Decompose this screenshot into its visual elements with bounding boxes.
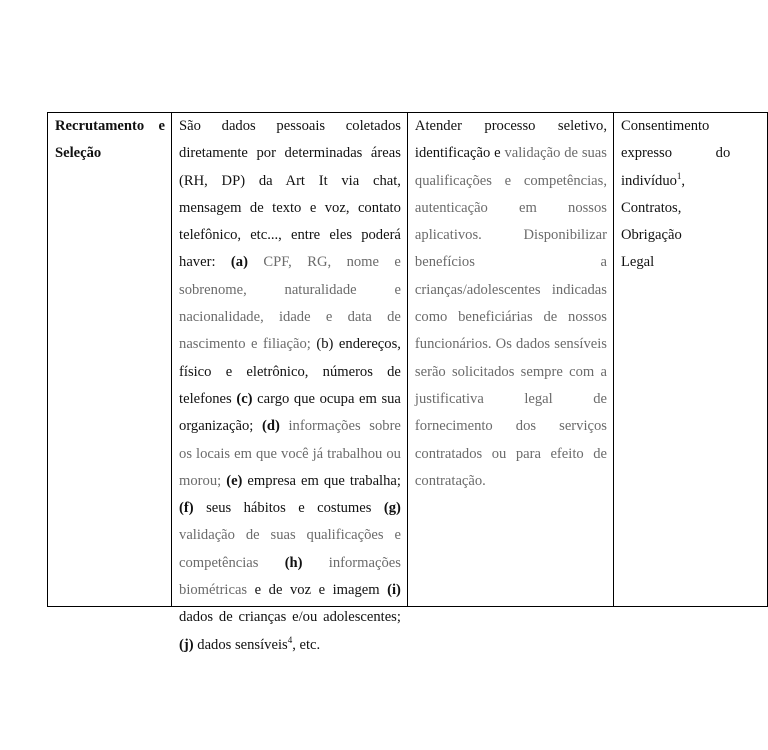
legal-basis-individual: indivíduo xyxy=(620,172,677,189)
item-j-text: dados sensíveis xyxy=(197,636,288,653)
purpose-text-1: Atender processo seletivo, identificação e xyxy=(414,118,607,162)
item-f-label: (f) xyxy=(179,500,194,517)
purpose-cell xyxy=(407,113,613,607)
intro-text: São dados pessoais coletados diretamente por determinadas áreas (RH, DP) da Art It via chat, mensagem de texto e voz, contato telefônico, etc..., entre eles poderá haver: xyxy=(179,118,401,271)
legal-basis-line-3 xyxy=(621,168,761,195)
item-d-label: (d) xyxy=(261,418,280,435)
item-g-label: (g) xyxy=(383,500,401,517)
item-c-text: cargo que ocupa em sua organização; xyxy=(179,390,401,435)
item-j-end: , etc. xyxy=(292,636,321,653)
category-line-2: Seleção xyxy=(55,145,102,162)
legal-basis-comma: , xyxy=(681,172,686,189)
legal-basis-text xyxy=(621,113,761,277)
item-h-text: informações biométricas xyxy=(179,554,401,599)
item-i-label: (i) xyxy=(387,582,401,599)
category-line-1: Recrutamento e xyxy=(55,118,166,134)
legal-basis-line-2: expresso do xyxy=(620,145,731,162)
legal-basis-line-4: Contratos, xyxy=(620,199,682,216)
data-collected-text xyxy=(179,113,401,653)
item-a-text: CPF, RG, nome e sobrenome, naturalidade e nacionalidade, idade e data de nascimento e filiação; xyxy=(179,254,401,353)
item-h-text-2: e de voz e imagem xyxy=(254,582,380,599)
item-d-text: informações sobre os locais em que você já trabalhou ou morou; xyxy=(179,418,401,489)
item-h-label: (h) xyxy=(284,554,303,571)
item-e-text: empresa em que trabalha; xyxy=(247,472,401,489)
item-b-text: (b) endereços, físico e eletrônico, números de telefones xyxy=(179,336,401,407)
purpose-text xyxy=(415,113,607,495)
data-collected-cell xyxy=(172,113,408,653)
legal-basis-line-5: Obrigação xyxy=(620,227,682,244)
item-i-text: dados de crianças e/ou adolescentes; xyxy=(179,609,401,626)
purpose-text-2: validação de suas qualificações e competências, autenticação em nossos aplicativos. Disponibilizar benefícios a crianças/adolescentes indicadas como beneficiárias de nossos funcionários. Os dados sensíveis serão solicitados sempre com a justificativa legal de fornecimento dos serviços contratados ou para efeito de contratação. xyxy=(414,145,607,489)
legal-basis-cell xyxy=(613,113,767,607)
data-processing-table xyxy=(47,112,768,653)
purpose-category-cell xyxy=(48,113,172,607)
item-g-text: validação de suas qualificações e competências xyxy=(179,527,401,571)
item-c-label: (c) xyxy=(236,390,253,407)
item-j-label: (j) xyxy=(179,636,194,653)
footnote-ref-1: 1 xyxy=(676,170,682,181)
table-row xyxy=(48,113,768,607)
legal-basis-line-6: Legal xyxy=(620,254,655,271)
footnote-ref-4: 4 xyxy=(287,634,293,645)
legal-basis-line-1: Consentimento xyxy=(620,118,710,134)
item-a-label: (a) xyxy=(230,254,248,271)
item-e-label: (e) xyxy=(226,472,243,489)
item-f-text: seus hábitos e costumes xyxy=(206,500,372,517)
